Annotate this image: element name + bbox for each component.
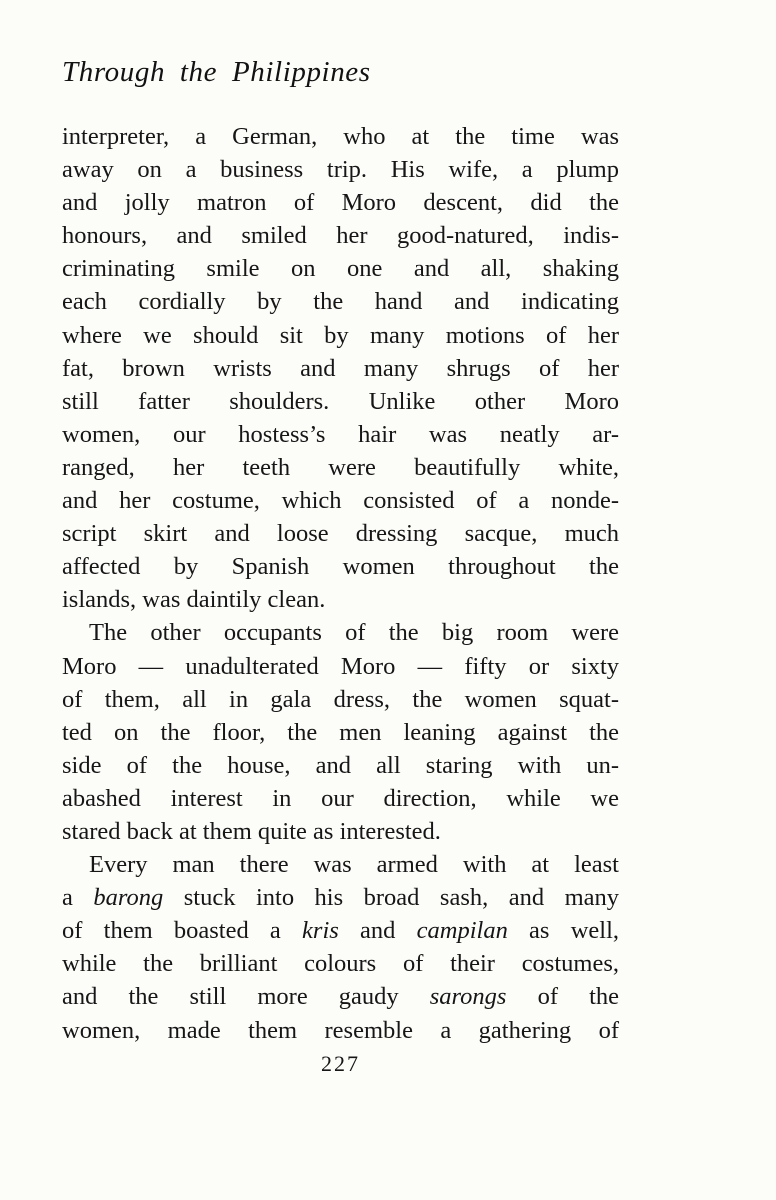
text-segment: of them, all in gala dress, the women squat-	[62, 685, 619, 713]
running-header: Through the Philippines	[62, 56, 371, 88]
text-line	[62, 650, 619, 683]
text-segment: away on a business trip. His wife, a plump	[62, 156, 619, 184]
text-segment: interpreter, a German, who at the time was	[62, 123, 619, 150]
text-line	[62, 153, 619, 186]
text-segment: a	[62, 884, 94, 912]
text-segment: and her costume, which consisted of a nonde-	[62, 487, 619, 515]
text-segment: islands, was daintily clean.	[62, 586, 326, 614]
text-segment: honours, and smiled her good-natured, indis-	[62, 222, 619, 250]
text-line	[62, 385, 619, 418]
paragraph	[62, 120, 619, 616]
text-line	[62, 616, 619, 649]
text-line	[62, 186, 619, 219]
text-line	[62, 252, 619, 285]
text-line	[62, 451, 619, 484]
text-segment: abashed interest in our direction, while we	[62, 784, 619, 812]
text-line	[62, 815, 619, 848]
page-number: 227	[321, 1051, 360, 1076]
text-segment: women, made them resemble a gathering of	[62, 1016, 619, 1044]
text-line	[62, 550, 619, 583]
text-line	[62, 980, 619, 1013]
paragraph	[62, 848, 619, 1047]
text-line	[62, 517, 619, 550]
text-segment: stuck into his broad sash, and many	[163, 884, 620, 912]
text-segment: of them boasted a	[62, 917, 303, 945]
text-segment: and jolly matron of Moro descent, did the	[62, 189, 619, 217]
text-segment: script skirt and loose dressing sacque, much	[62, 520, 619, 548]
text-line	[62, 914, 619, 947]
text-line	[62, 716, 619, 749]
text-segment: where we should sit by many motions of her	[62, 321, 619, 349]
text-line	[62, 782, 619, 815]
page-text	[62, 120, 619, 1047]
text-segment: still fatter shoulders. Unlike other Moro	[62, 387, 619, 415]
text-segment: ted on the floor, the men leaning against the	[62, 718, 619, 746]
text-segment: each cordially by the hand and indicating	[62, 288, 619, 316]
text-segment: side of the house, and all staring with un-	[62, 751, 619, 779]
text-segment: Every man there was armed with at least	[89, 851, 619, 879]
text-line	[62, 352, 619, 385]
text-segment: affected by Spanish women throughout the	[62, 553, 619, 581]
text-segment: while the brilliant colours of their costumes,	[62, 950, 619, 978]
text-segment: fat, brown wrists and many shrugs of her	[62, 354, 619, 382]
text-segment: of the	[506, 983, 619, 1011]
text-segment: stared back at them quite as interested.	[62, 817, 441, 845]
text-segment: The other occupants of the big room were	[89, 619, 619, 647]
text-line	[62, 484, 619, 517]
text-segment: Moro — unadulterated Moro — fifty or sixty	[62, 652, 619, 680]
italic-term: barong	[93, 884, 164, 912]
text-segment: criminating smile on one and all, shaking	[62, 255, 619, 283]
text-line	[62, 120, 619, 153]
paragraph	[62, 616, 619, 848]
text-segment: ranged, her teeth were beautifully white,	[62, 453, 619, 481]
italic-term: kris	[302, 917, 339, 945]
text-line	[62, 418, 619, 451]
italic-term: campilan	[416, 917, 508, 945]
text-line	[62, 881, 619, 914]
text-line	[62, 583, 619, 616]
text-line	[62, 319, 619, 352]
text-segment: women, our hostess’s hair was neatly ar-	[62, 420, 619, 448]
text-segment: and the still more gaudy	[62, 983, 430, 1011]
text-line	[62, 683, 619, 716]
text-line	[62, 749, 619, 782]
text-line	[62, 285, 619, 318]
text-segment: as well,	[507, 917, 620, 945]
text-line	[62, 947, 619, 980]
text-segment: and	[338, 917, 417, 945]
text-line	[62, 1014, 619, 1047]
text-line	[62, 848, 619, 881]
italic-term: sarongs	[429, 983, 507, 1011]
text-line	[62, 219, 619, 252]
